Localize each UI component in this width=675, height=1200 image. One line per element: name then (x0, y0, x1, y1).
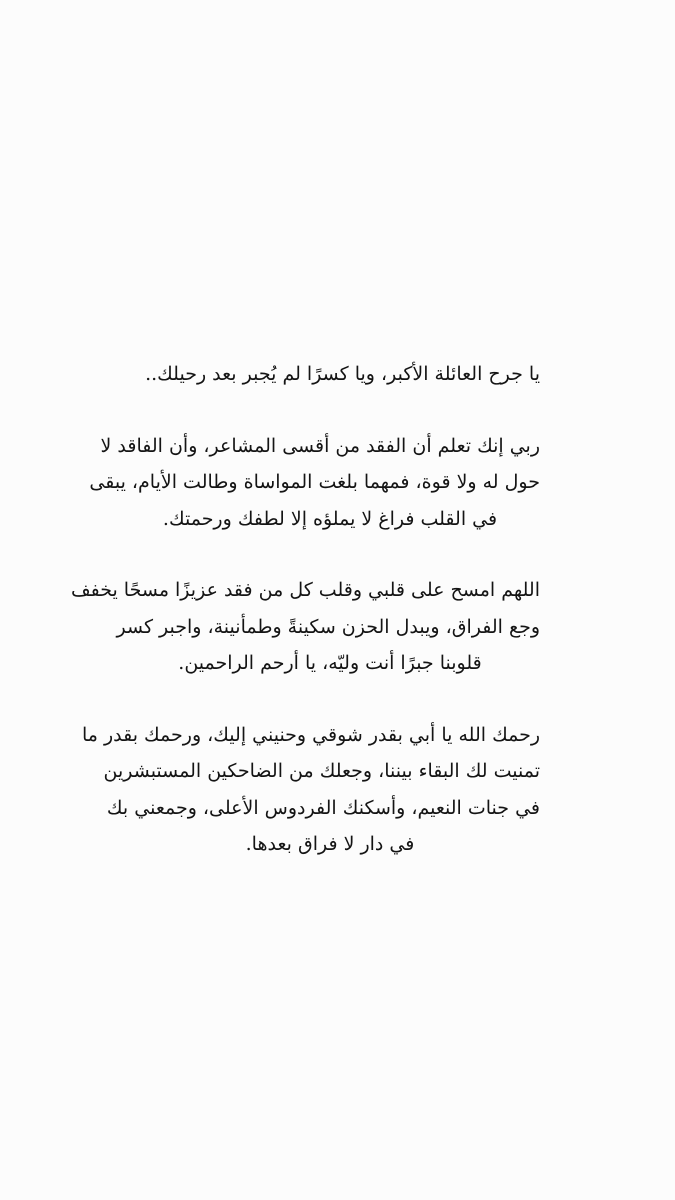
text-line: حول له ولا قوة، فمهما بلغت المواساة وطالت الأيام، يبقى (89, 471, 540, 493)
text-line: ربي إنك تعلم أن الفقد من أقسى المشاعر، وأن الفاقد لا (100, 434, 540, 457)
paragraph-1 (120, 356, 540, 393)
text-line: في دار لا فراق بعدها. (245, 833, 415, 855)
text-line: رحمك الله يا أبي بقدر شوقي وحنيني إليك، ورحمك بقدر ما (81, 723, 540, 746)
text-line: تمنيت لك البقاء بيننا، وجعلك من الضاحكين المستبشرين (103, 760, 540, 782)
text-line: في جنات النعيم، وأسكنك الفردوس الأعلى، وجمعني بك (106, 796, 540, 819)
paragraph-2 (89, 428, 540, 538)
condolence-text (70, 356, 540, 898)
text-line: يا جرح العائلة الأكبر، ويا كسرًا لم يُجبر بعد رحيلك.. (145, 363, 540, 385)
text-line: اللهم امسح على قلبي وقلب كل من فقد عزيزًا مسحًا يخفف (70, 579, 540, 601)
paragraph-3 (70, 572, 540, 682)
text-line: قلوبنا جبرًا أنت وليّه، يا أرحم الراحمين. (178, 652, 482, 674)
paragraph-4 (81, 717, 540, 863)
text-line: وجع الفراق، ويبدل الحزن سكينةً وطمأنينة، واجبر كسر (116, 615, 540, 638)
text-line: في القلب فراغ لا يملؤه إلا لطفك ورحمتك. (162, 507, 498, 530)
